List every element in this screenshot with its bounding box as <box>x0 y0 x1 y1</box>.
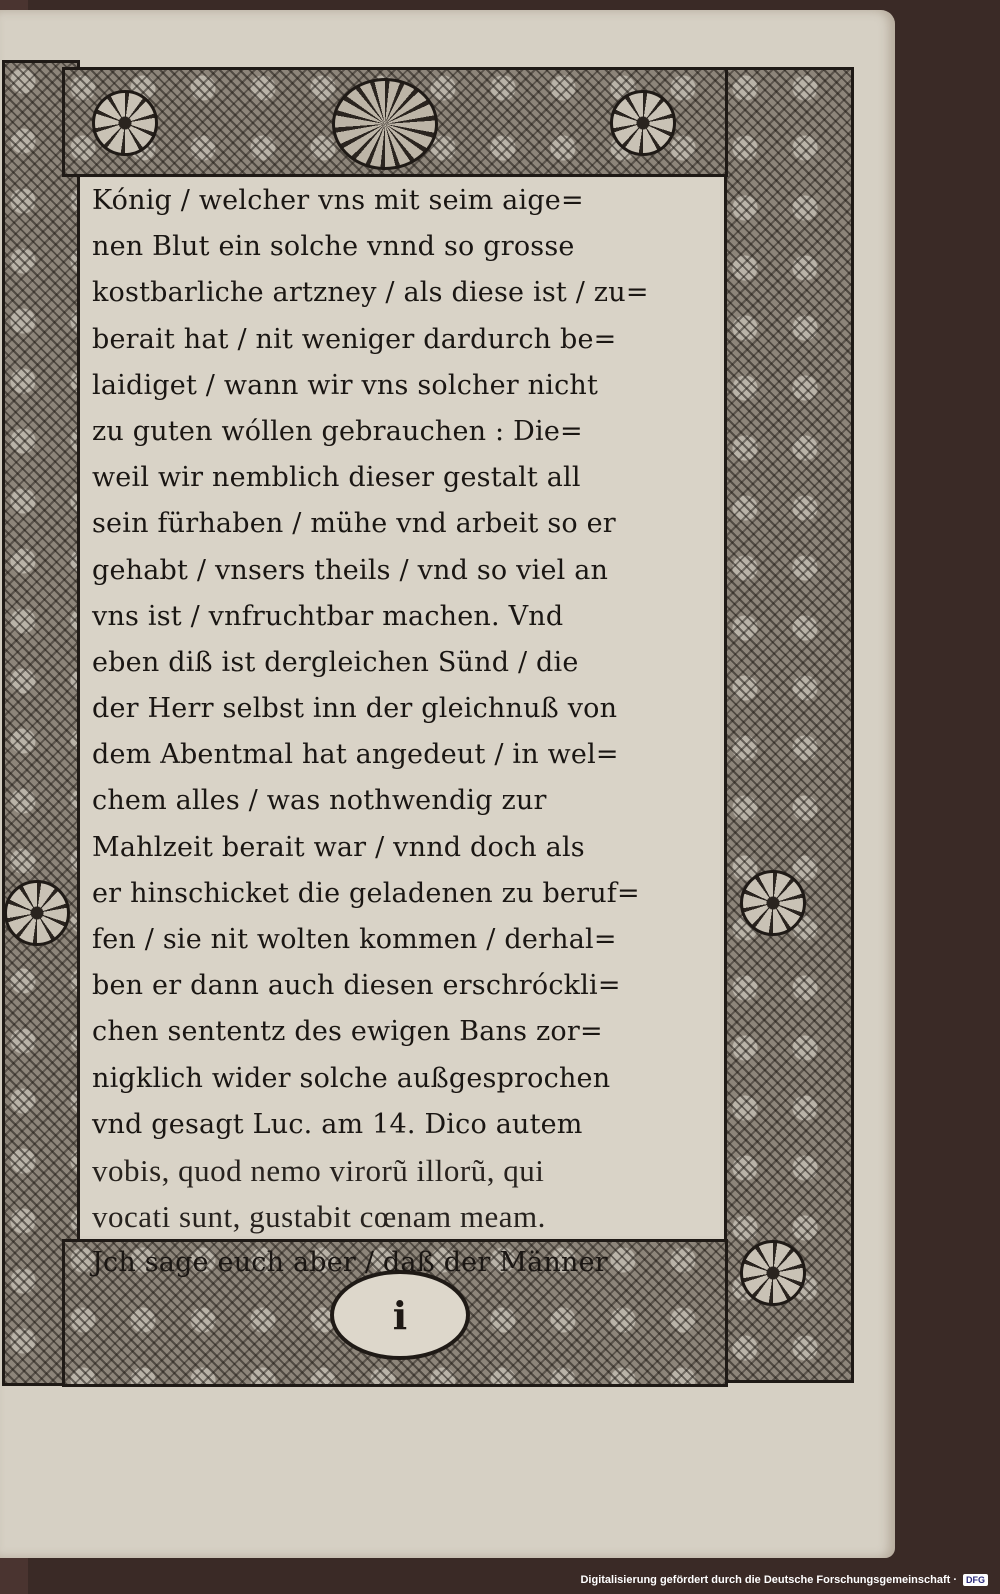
text-line: Mahlzeit berait war / vnnd doch als <box>92 831 585 863</box>
text-line: dem Abentmal hat angedeut / in wel= <box>92 739 619 771</box>
text-line: Jch sage euch aber / daß der Männer <box>92 1247 608 1279</box>
text-line: chen sententz des ewigen Bans zor= <box>92 1016 603 1048</box>
text-line: nen Blut ein solche vnnd so grosse <box>92 231 575 263</box>
text-line-latin: vocati sunt, gustabit cœnam meam. <box>92 1199 546 1235</box>
text-line: nigklich wider solche außgesprochen <box>92 1062 611 1094</box>
text-line: fen / sie nit wolten kommen / derhal= <box>92 924 617 955</box>
sun-ornament-icon <box>332 78 438 170</box>
text-line: Kónig / welcher vns mit seim aige= <box>92 185 584 216</box>
footer-credit <box>580 1570 988 1590</box>
text-line: weil wir nemblich dieser gestalt all <box>92 462 581 494</box>
rosette-icon <box>740 1240 806 1306</box>
text-line: gehabt / vnsers theils / vnd so viel an <box>92 554 609 586</box>
text-line: ben er dann auch diesen erschróckli= <box>92 970 621 1002</box>
text-line: eben diß ist dergleichen Sünd / die <box>92 646 579 678</box>
text-line: vnd gesagt Luc. am 14. Dico autem <box>92 1108 583 1140</box>
text-line: er hinschicket die geladenen zu beruf= <box>92 877 640 909</box>
text-line: der Herr selbst inn der gleichnuß von <box>92 693 618 725</box>
rosette-icon <box>4 880 70 946</box>
dfg-logo-icon: DFG <box>963 1574 988 1586</box>
text-line-latin: vobis, quod nemo virorũ illorũ, qui <box>92 1152 545 1188</box>
rosette-icon <box>92 90 158 156</box>
text-line: berait hat / nit weniger dardurch be= <box>92 323 617 355</box>
footer-credit-text: Digitalisierung gefördert durch die Deutsche Forschungsgemeinschaft · <box>580 1574 957 1586</box>
rosette-icon <box>740 870 806 936</box>
text-line: laidiget / wann wir vns solcher nicht <box>92 369 599 401</box>
text-line: vns ist / vnfruchtbar machen. Vnd <box>92 600 564 632</box>
rosette-icon <box>610 90 676 156</box>
text-line: zu guten wóllen gebrauchen : Die= <box>92 415 583 447</box>
text-line: kostbarliche artzney / als diese ist / zu= <box>92 277 649 309</box>
text-line: chem alles / was nothwendig zur <box>92 785 547 817</box>
woodcut-border-right <box>724 67 854 1383</box>
text-block <box>80 178 720 1279</box>
signature-mark: i <box>392 1292 408 1338</box>
text-line: sein fürhaben / mühe vnd arbeit so er <box>92 508 616 540</box>
woodcut-border-left <box>2 60 80 1386</box>
